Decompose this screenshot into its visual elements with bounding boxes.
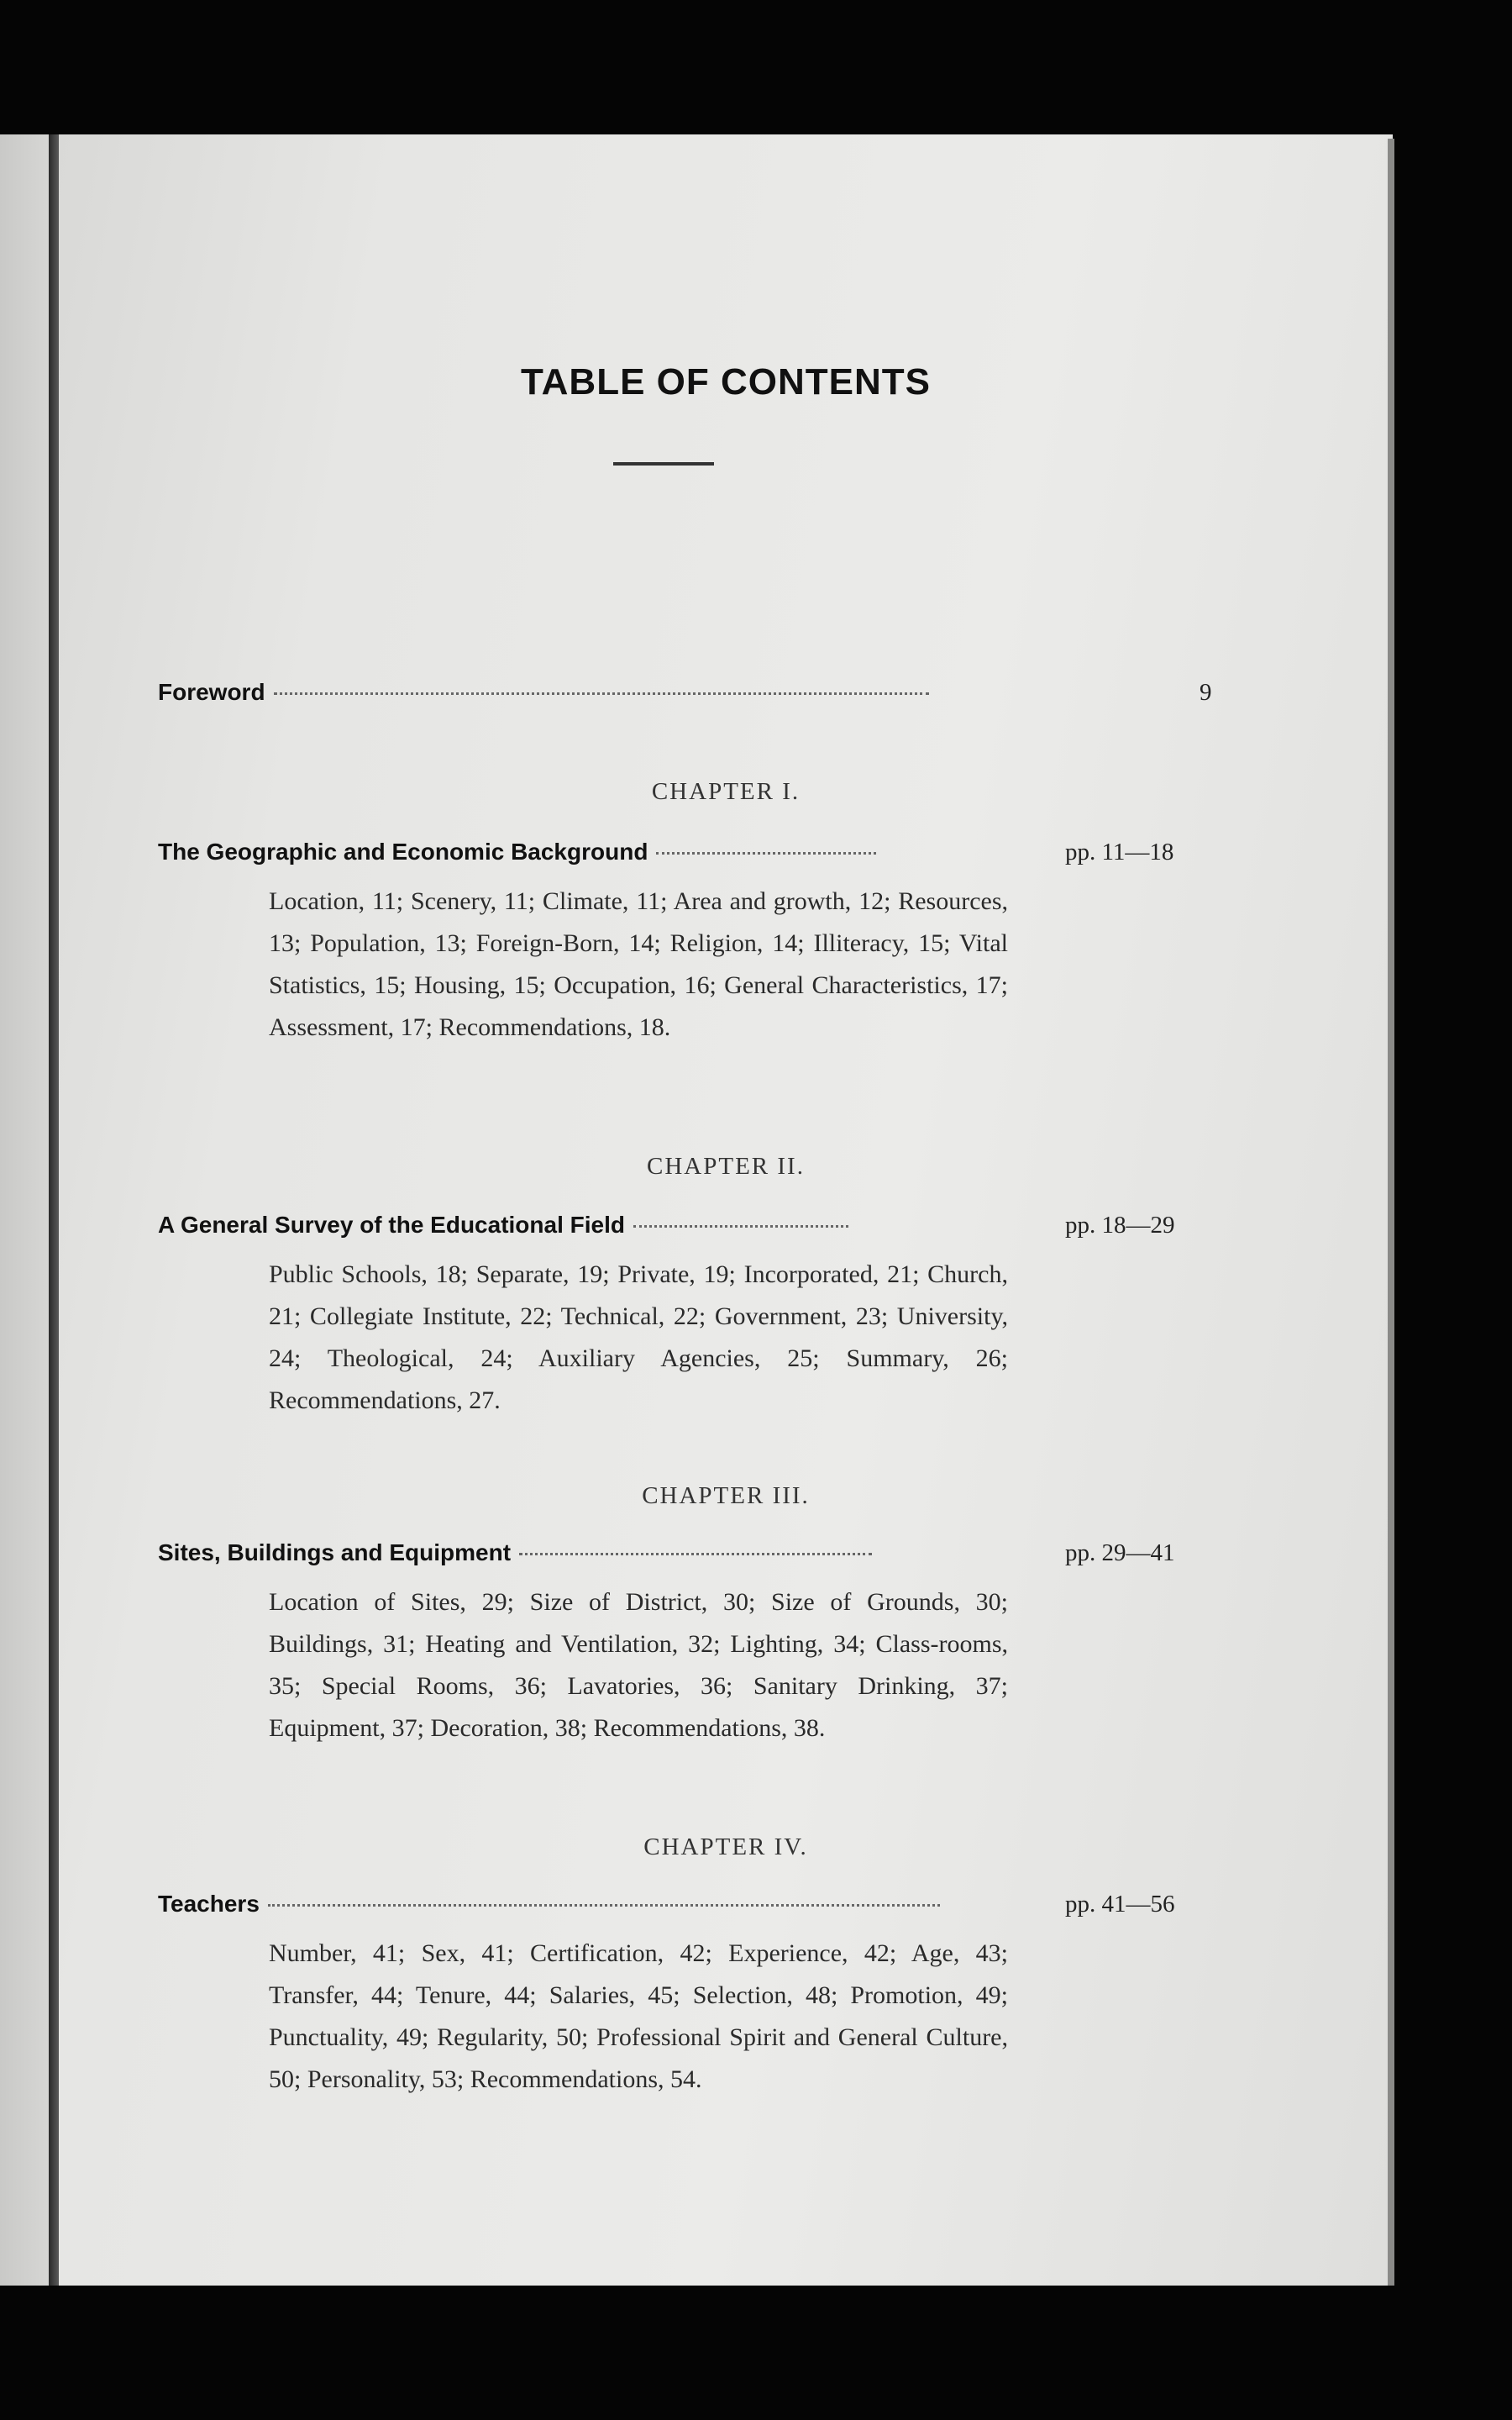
- entry-description: Number, 41; Sex, 41; Certification, 42; Experience, 42; Age, 43; Transfer, 44; Tenure, 44; Salaries, 45; Selection, 48; Promotion, 49; Punctuality, 49; Regularity, 50; Professional Spirit and General Culture, 50; Personality, 53; Recommendations, 54.: [269, 1939, 1008, 2093]
- entry-pages: pp. 11—18: [1065, 839, 1174, 865]
- dot-leader: [633, 1225, 848, 1228]
- toc-entry-chapter-2: [158, 1212, 1384, 1422]
- toc-entry-chapter-3: [158, 1539, 1384, 1749]
- dot-leader: [274, 692, 929, 695]
- dot-leader: [656, 852, 876, 855]
- dot-leader: [268, 1904, 940, 1907]
- book-page: [59, 134, 1393, 2286]
- entry-title: A General Survey of the Educational Field: [158, 1212, 625, 1238]
- toc-entry-chapter-1: [158, 839, 1384, 1049]
- title-rule: [613, 462, 714, 466]
- page-edge-shadow: [1388, 139, 1394, 2286]
- chapter-heading: CHAPTER IV.: [643, 1833, 808, 1860]
- toc-entry-foreword: [158, 679, 1384, 716]
- entry-pages: 9: [1200, 679, 1212, 706]
- chapter-heading: CHAPTER I.: [651, 778, 801, 805]
- entry-title: The Geographic and Economic Background: [158, 839, 648, 865]
- entry-pages: pp. 41—56: [1065, 1891, 1175, 1918]
- dot-leader: [519, 1553, 872, 1555]
- entry-title: Foreword: [158, 679, 265, 705]
- entry-description: Public Schools, 18; Separate, 19; Private, 19; Incorporated, 21; Church, 21; Collegiate Institute, 22; Technical, 22; Government, 23; University, 24; Theological, 24; Auxiliary Agencies, 25; Summary, 26; Recommendations, 27.: [269, 1260, 1008, 1414]
- chapter-heading: CHAPTER II.: [647, 1153, 805, 1180]
- page-title: TABLE OF CONTENTS: [521, 361, 931, 402]
- facing-page-edge: [0, 134, 49, 2286]
- entry-title: Teachers: [158, 1891, 260, 1917]
- entry-title: Sites, Buildings and Equipment: [158, 1539, 512, 1565]
- entry-description: Location of Sites, 29; Size of District, 30; Size of Grounds, 30; Buildings, 31; Heating and Ventilation, 32; Lighting, 34; Class-rooms, 35; Special Rooms, 36; Lavatories, 36; Sanitary Drinking, 37; Equipment, 37; Decoration, 38; Recommendations, 38.: [269, 1588, 1008, 1742]
- entry-pages: pp. 18—29: [1065, 1212, 1175, 1239]
- entry-description: Location, 11; Scenery, 11; Climate, 11; Area and growth, 12; Resources, 13; Population, 13; Foreign-Born, 14; Religion, 14; Illiteracy, 15; Vital Statistics, 15; Housing, 15; Occupation, 16; General Characteristics, 17; Assessment, 17; Recommendations, 18.: [269, 887, 1008, 1041]
- toc-entry-chapter-4: [158, 1891, 1384, 2101]
- entry-pages: pp. 29—41: [1065, 1539, 1175, 1566]
- chapter-heading: CHAPTER III.: [642, 1482, 810, 1509]
